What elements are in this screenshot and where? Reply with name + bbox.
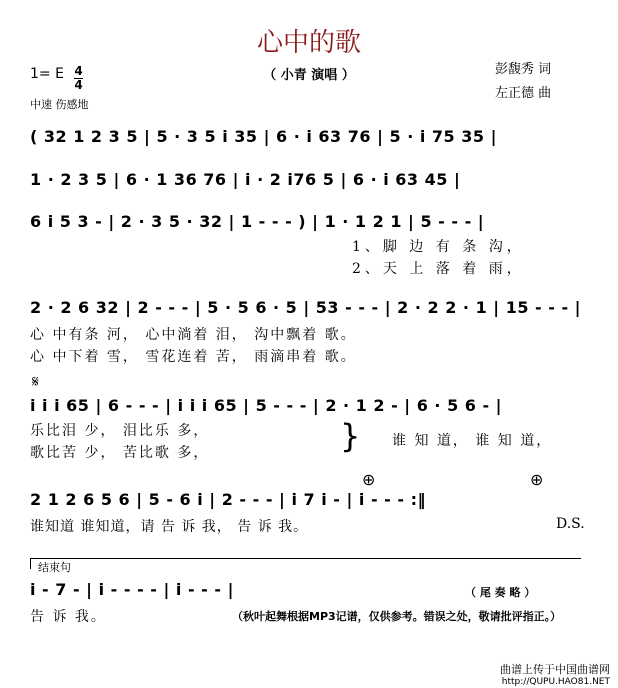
lyric-line-7: 告 诉 我。 — [30, 609, 107, 625]
lyric-line-5-verse-2: 歌比苦 少， 苦比歌 多， — [30, 445, 210, 461]
score-line-1: ( 32 1 2 3 5 | 5 · 3 5 i 35 | 6 · i 63 76 | 5 · i 75 35 | — [30, 127, 497, 146]
lyric-line-5-side: 谁 知 道， 谁 知 道， — [392, 433, 553, 449]
lyric-line-4-verse-1: 心 中有条 河， 心中淌着 泪， 沟中飘着 歌。 — [30, 327, 357, 343]
footer-url: http://QUPU.HAO81.NET — [501, 677, 610, 687]
ending-label: 结束句 — [38, 561, 71, 574]
outro-note: （ 尾 奏 略 ） — [465, 586, 536, 599]
ending-bracket — [30, 558, 581, 569]
footer-site: 曲谱上传于中国曲谱网 — [500, 663, 610, 676]
time-signature-top: 4 — [74, 64, 83, 78]
dal-segno-mark: D.S. — [556, 516, 585, 532]
score-line-6: 2 1 2 6 5 6 | 5 - 6 i | 2 - - - | i 7 i - | i - - - :‖ — [30, 490, 426, 509]
key-signature: 1= E — [30, 66, 64, 82]
footer-watermark — [500, 664, 610, 688]
lyric-line-4-verse-2: 心 中下着 雪， 雪花连着 苦， 雨滴串着 歌。 — [30, 349, 357, 365]
score-line-2: 1 · 2 3 5 | 6 · 1 36 76 | i · 2 i76 5 | 6 · i 63 45 | — [30, 170, 461, 189]
lyric-brace: } — [340, 417, 361, 455]
tempo-marking: 中速 伤感地 — [30, 98, 89, 111]
time-signature-bottom: 4 — [74, 78, 83, 92]
score-line-4: 2 · 2 6 32 | 2 - - - | 5 · 5 6 · 5 | 53 - - - | 2 · 2 2 · 1 | 15 - - - | — [30, 298, 581, 317]
time-signature — [74, 66, 83, 91]
performer-line: （ 小青 演唱 ） — [263, 68, 355, 83]
lyric-line-3-verse-2: 2、天 上 落 着 雨， — [352, 261, 525, 277]
lyricist-credit: 彭馥秀 词 — [495, 62, 552, 77]
coda-icon: ⊕ — [362, 470, 376, 489]
score-line-3: 6 i 5 3 - | 2 · 3 5 · 32 | 1 - - - ) | 1 · 1 2 1 | 5 - - - | — [30, 212, 485, 231]
coda-icon: ⊕ — [530, 470, 544, 489]
lyric-line-6: 谁知道 谁知道，请 告 诉 我， 告 诉 我。 — [30, 519, 309, 535]
song-title: 心中的歌 — [256, 28, 361, 58]
lyric-line-5-verse-1: 乐比泪 少， 泪比乐 多， — [30, 423, 210, 439]
lyric-line-3-verse-1: 1、脚 边 有 条 沟， — [352, 239, 525, 255]
score-line-7: i - 7 - | i - - - - | i - - - | — [30, 580, 234, 599]
composer-credit: 左正德 曲 — [495, 86, 552, 101]
score-line-5: i i i 65 | 6 - - - | i i i 65 | 5 - - - | 2 · 1 2 - | 6 · 5 6 - | — [30, 396, 503, 415]
transcription-note: （秋叶起舞根据MP3记谱，仅供参考。错误之处，敬请批评指正。） — [232, 610, 562, 623]
segno-icon: 𝄋 — [32, 372, 39, 391]
